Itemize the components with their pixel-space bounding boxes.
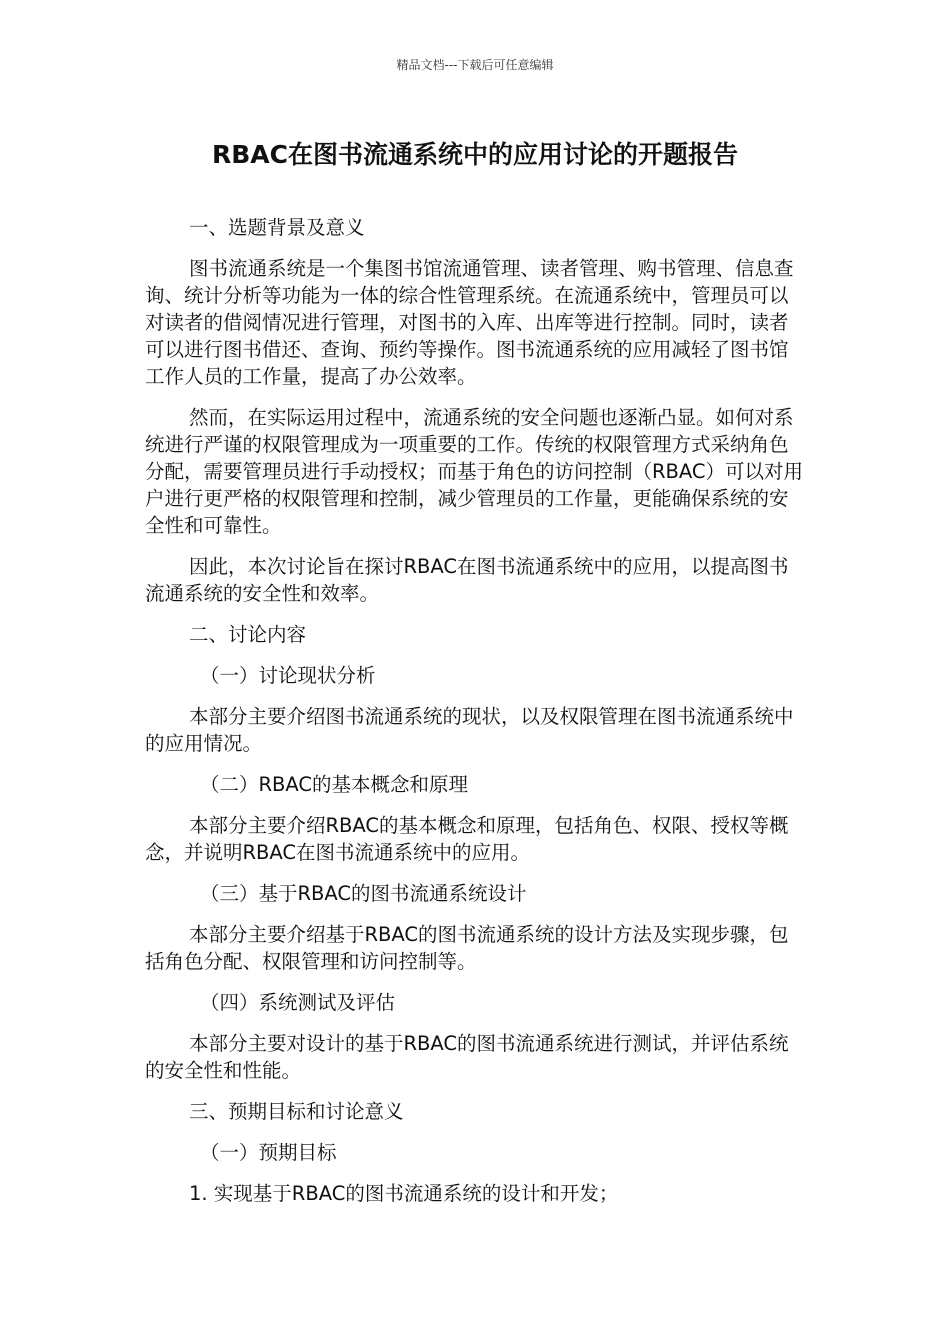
section-heading: 三、预期目标和讨论意义	[189, 1100, 404, 1123]
section-heading: 二、讨论内容	[189, 623, 307, 646]
list-item: 1. 实现基于RBAC的图书流通系统的设计和开发；	[189, 1182, 619, 1205]
body-paragraph: 图书流通系统是一个集图书馆流通管理、读者管理、购书管理、信息查询、统计分析等功能为一体的综合性管理系统。在流通系统中，管理员可以对读者的借阅情况进行管理，对图书的入库、出库等进行控制。同时，读者可以进行图书借还、查询、预约等操作。图书流通系统的应用减轻了图书馆工作人员的工作量，提高了办公效率。	[145, 257, 794, 388]
subsection-heading: （一）讨论现状分析	[200, 664, 376, 687]
body-paragraph: 本部分主要介绍RBAC的基本概念和原理，包括角色、权限、授权等概念，并说明RBAC在图书流通系统中的应用。	[145, 814, 789, 864]
subsection-heading: （四）系统测试及评估	[200, 991, 396, 1014]
document-body	[145, 214, 807, 1221]
document-title: RBAC在图书流通系统中的应用讨论的开题报告	[211, 140, 738, 169]
section-heading: 一、选题背景及意义	[189, 216, 365, 239]
body-paragraph: 本部分主要介绍基于RBAC的图书流通系统的设计方法及实现步骤，包括角色分配、权限管理和访问控制等。	[145, 923, 789, 973]
subsection-heading: （二）RBAC的基本概念和原理	[200, 773, 469, 796]
subsection-heading: （三）基于RBAC的图书流通系统设计	[200, 882, 527, 905]
page-header: 精品文档---下载后可任意编辑	[396, 58, 554, 72]
body-paragraph: 本部分主要介绍图书流通系统的现状，以及权限管理在图书流通系统中的应用情况。	[145, 705, 794, 755]
body-paragraph: 然而，在实际运用过程中，流通系统的安全问题也逐渐凸显。如何对系统进行严谨的权限管理成为一项重要的工作。传统的权限管理方式采纳角色分配，需要管理员进行手动授权；而基于角色的访问控制（RBAC）可以对用户进行更严格的权限管理和控制，减少管理员的工作量，更能确保系统的安全性和可靠性。	[145, 406, 804, 537]
subsection-heading: （一）预期目标	[200, 1141, 337, 1164]
body-paragraph: 本部分主要对设计的基于RBAC的图书流通系统进行测试，并评估系统的安全性和性能。	[145, 1032, 789, 1082]
body-paragraph: 因此，本次讨论旨在探讨RBAC在图书流通系统中的应用，以提高图书流通系统的安全性和效率。	[145, 555, 789, 605]
